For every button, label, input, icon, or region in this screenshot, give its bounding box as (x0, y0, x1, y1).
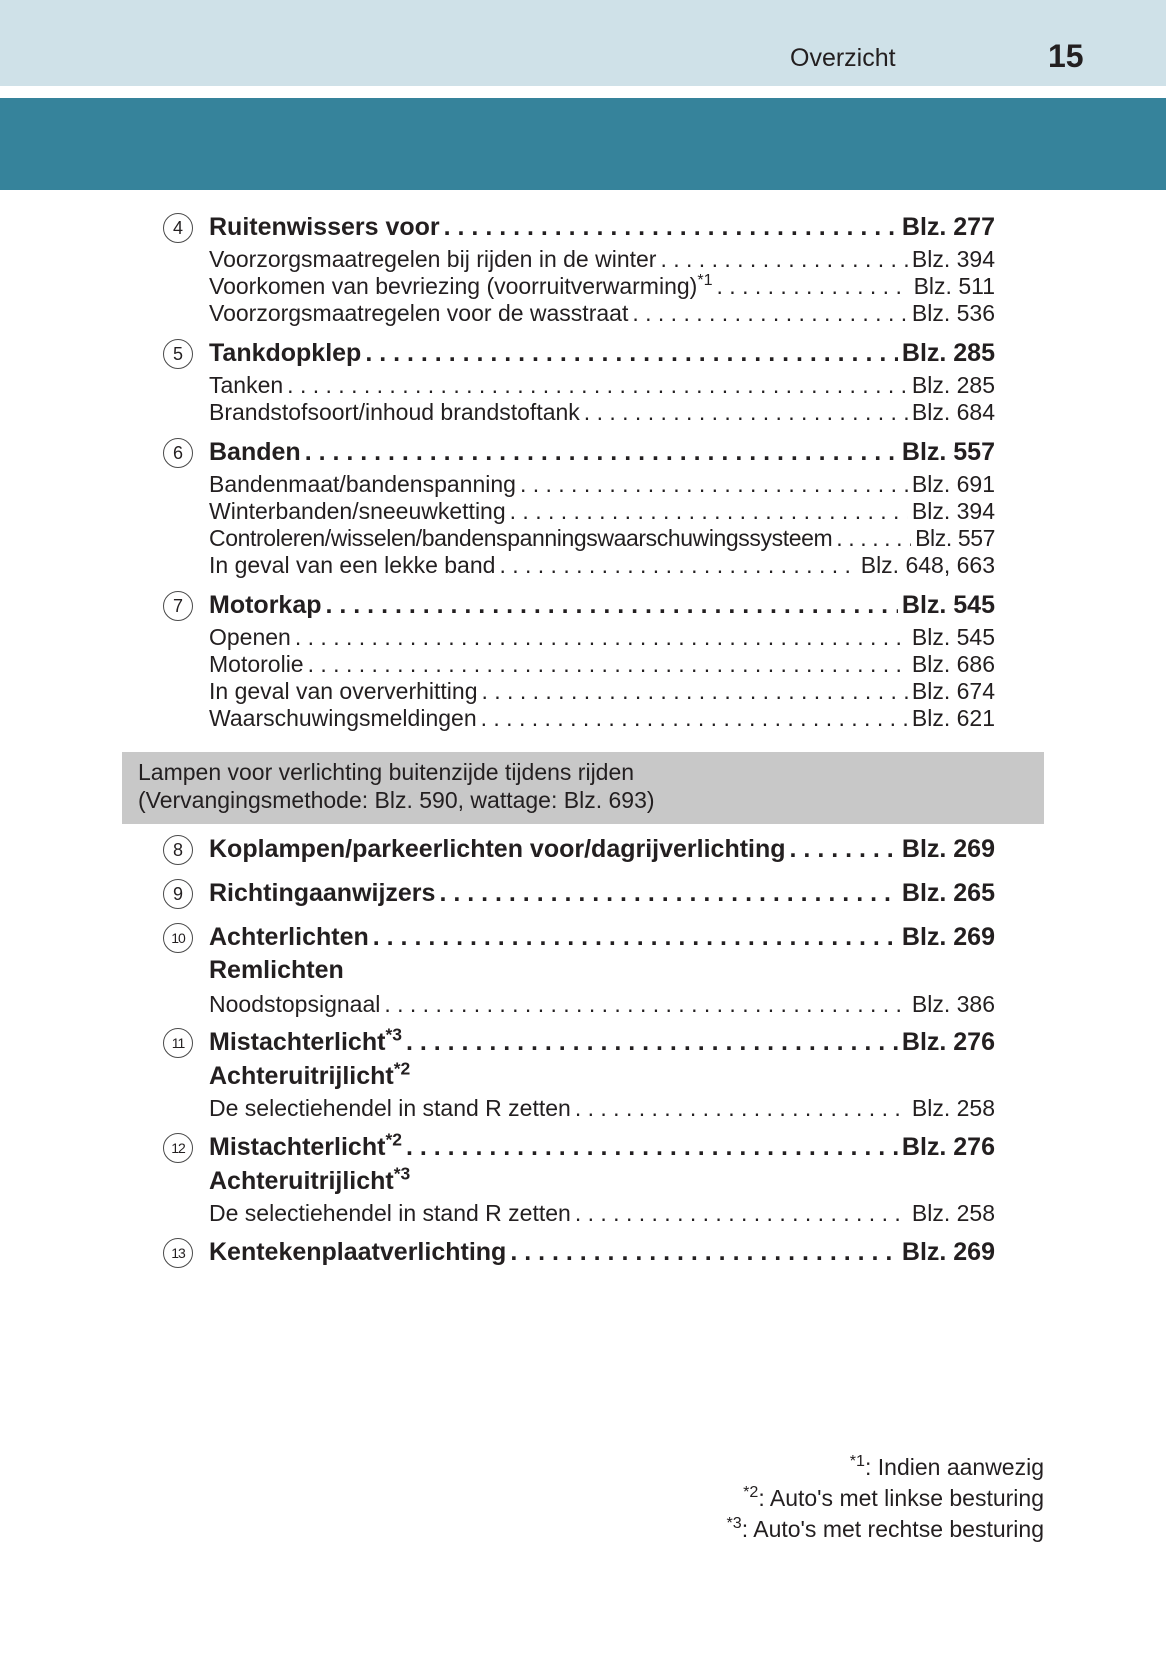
entry-page: Blz. 285 (901, 339, 995, 367)
entry-page: Blz. 545 (901, 591, 995, 619)
subentry-label: Motorolie (209, 651, 304, 677)
item-number-4: 4 (163, 213, 193, 243)
subentry-label: Waarschuwingsmeldingen (209, 705, 477, 731)
toc-subentry[interactable] (209, 372, 995, 399)
subentry-label: Voorzorgsmaatregelen bij rijden in de winter (209, 246, 657, 272)
toc-entry-richtingaanwijzers[interactable] (209, 879, 995, 908)
lamp-section-line2: (Vervangingsmethode: Blz. 590, wattage: Blz. 693) (138, 787, 655, 813)
subentry-page: Blz. 545 (911, 624, 995, 650)
second-label-text: Achteruitrijlicht (209, 1167, 394, 1195)
subentry-label: Bandenmaat/bandenspanning (209, 471, 516, 497)
item-number-9: 9 (163, 879, 193, 909)
subentry-page: Blz. 686 (911, 651, 995, 677)
subentry-page: Blz. 394 (911, 498, 995, 524)
toc-entry-banden[interactable] (209, 438, 995, 467)
chapter-band (0, 98, 1166, 190)
entry-page: Blz. 557 (901, 438, 995, 466)
toc-subentry[interactable] (209, 705, 995, 732)
section-title: Overzicht (790, 44, 896, 72)
entry-label: Mistachterlicht (209, 1028, 386, 1056)
footnote-text: : Auto's met rechtse besturing (741, 1516, 1044, 1542)
toc-subentry[interactable] (209, 300, 995, 327)
entry-label: Banden (209, 438, 301, 466)
subentry-page: Blz. 684 (911, 399, 995, 425)
subentry-label: Voorkomen van bevriezing (voorruitverwarming) (209, 273, 698, 299)
toc-entry-ruitenwissers[interactable] (209, 213, 995, 242)
entry-label: Koplampen/parkeerlichten voor/dagrijverlichting (209, 835, 786, 863)
entry-page: Blz. 277 (901, 213, 995, 241)
item-number-7: 7 (163, 591, 193, 621)
subentry-label: Openen (209, 624, 291, 650)
footnotes (727, 1452, 1045, 1545)
item-number-5: 5 (163, 339, 193, 369)
toc-entry-mistachterlicht-12[interactable] (209, 1129, 995, 1162)
toc-entry-kentekenplaatverlichting[interactable] (209, 1238, 995, 1267)
subentry-page: Blz. 394 (911, 246, 995, 272)
toc-subentry[interactable] (209, 399, 995, 426)
toc-subentry[interactable] (209, 1095, 995, 1122)
entry-page: Blz. 269 (901, 1238, 995, 1266)
footnote-mark: *2 (743, 1483, 759, 1502)
entry-label: Tankdopklep (209, 339, 362, 367)
lamp-section-header (122, 752, 1044, 824)
entry-label: Mistachterlicht (209, 1133, 386, 1161)
entry-label: Motorkap (209, 591, 322, 619)
item-number-12: 12 (163, 1133, 193, 1163)
subentry-label: Voorzorgsmaatregelen voor de wasstraat (209, 300, 629, 326)
subentry-page: Blz. 691 (911, 471, 995, 497)
item-number-13: 13 (163, 1238, 193, 1268)
subentry-label: In geval van een lekke band (209, 552, 496, 578)
footnote-text: : Indien aanwezig (864, 1454, 1044, 1480)
toc-subentry[interactable] (209, 525, 995, 552)
toc-subentry[interactable] (209, 246, 995, 273)
toc-subentry[interactable] (209, 552, 995, 579)
footnote-mark: *1 (849, 1452, 865, 1471)
entry-page: Blz. 276 (901, 1133, 995, 1161)
subentry-label: In geval van oververhitting (209, 678, 478, 704)
toc-subentry[interactable] (209, 991, 995, 1018)
footnote-1 (727, 1452, 1045, 1483)
footnote-mark: *3 (726, 1514, 742, 1533)
footnote-mark: *3 (393, 1163, 411, 1184)
footnote-mark: *1 (697, 271, 713, 290)
subentry-page: Blz. 285 (911, 372, 995, 398)
subentry-label: Brandstofsoort/inhoud brandstoftank (209, 399, 580, 425)
entry-label: Kentekenplaatverlichting (209, 1238, 507, 1266)
subentry-label: Tanken (209, 372, 284, 398)
subentry-page: Blz. 258 (911, 1095, 995, 1121)
subentry-label: Noodstopsignaal (209, 991, 381, 1017)
footnote-mark: *3 (385, 1024, 402, 1045)
subentry-page: Blz. 536 (911, 300, 995, 326)
header-band (0, 0, 1166, 86)
toc-subentry[interactable] (209, 498, 995, 525)
subentry-page: Blz. 258 (911, 1200, 995, 1226)
footnote-text: : Auto's met linkse besturing (758, 1485, 1044, 1511)
toc-subentry[interactable] (209, 471, 995, 498)
toc-entry-motorkap[interactable] (209, 591, 995, 620)
footnote-mark: *2 (393, 1058, 411, 1079)
footnote-mark: *2 (385, 1129, 402, 1150)
toc-entry-tankdopklep[interactable] (209, 339, 995, 368)
toc-subentry[interactable] (209, 624, 995, 651)
entry-page: Blz. 269 (901, 923, 995, 951)
entry-label: Richtingaanwijzers (209, 879, 436, 907)
subentry-label: Winterbanden/sneeuwketting (209, 498, 506, 524)
toc-entry-mistachterlicht-11[interactable] (209, 1024, 995, 1057)
subentry-label: De selectiehendel in stand R zetten (209, 1095, 571, 1121)
subentry-label: De selectiehendel in stand R zetten (209, 1200, 571, 1226)
entry-label: Achterlichten (209, 923, 369, 951)
subentry-label: Controleren/wisselen/bandenspanningswaarschuwingssysteem (209, 525, 833, 551)
entry-page: Blz. 265 (901, 879, 995, 907)
page-number: 15 (1048, 38, 1084, 74)
lamp-section-line1: Lampen voor verlichting buitenzijde tijdens rijden (138, 759, 635, 785)
toc-subentry[interactable] (209, 1200, 995, 1227)
entry-second-label[interactable]: Remlichten (209, 956, 344, 984)
entry-page: Blz. 276 (901, 1028, 995, 1056)
toc-subentry[interactable] (209, 678, 995, 705)
entry-label: Ruitenwissers voor (209, 213, 440, 241)
toc-subentry[interactable] (209, 651, 995, 678)
subentry-page: Blz. 621 (911, 705, 995, 731)
subentry-page: Blz. 511 (913, 273, 995, 299)
entry-page: Blz. 269 (901, 835, 995, 863)
second-label-text: Achteruitrijlicht (209, 1062, 394, 1090)
toc-subentry[interactable] (209, 273, 995, 300)
toc-entry-achterlichten[interactable] (209, 923, 995, 952)
subentry-page: Blz. 674 (911, 678, 995, 704)
entry-second-label[interactable] (209, 1163, 411, 1196)
subentry-page: Blz. 648, 663 (860, 552, 995, 578)
entry-second-label[interactable] (209, 1058, 411, 1091)
toc-entry-koplampen[interactable] (209, 835, 995, 864)
footnote-3 (727, 1514, 1045, 1545)
item-number-6: 6 (163, 438, 193, 468)
subentry-page: Blz. 386 (911, 991, 995, 1017)
item-number-10: 10 (163, 923, 193, 953)
footnote-2 (727, 1483, 1045, 1514)
item-number-11: 11 (163, 1028, 193, 1058)
subentry-page: Blz. 557 (915, 525, 995, 551)
item-number-8: 8 (163, 835, 193, 865)
